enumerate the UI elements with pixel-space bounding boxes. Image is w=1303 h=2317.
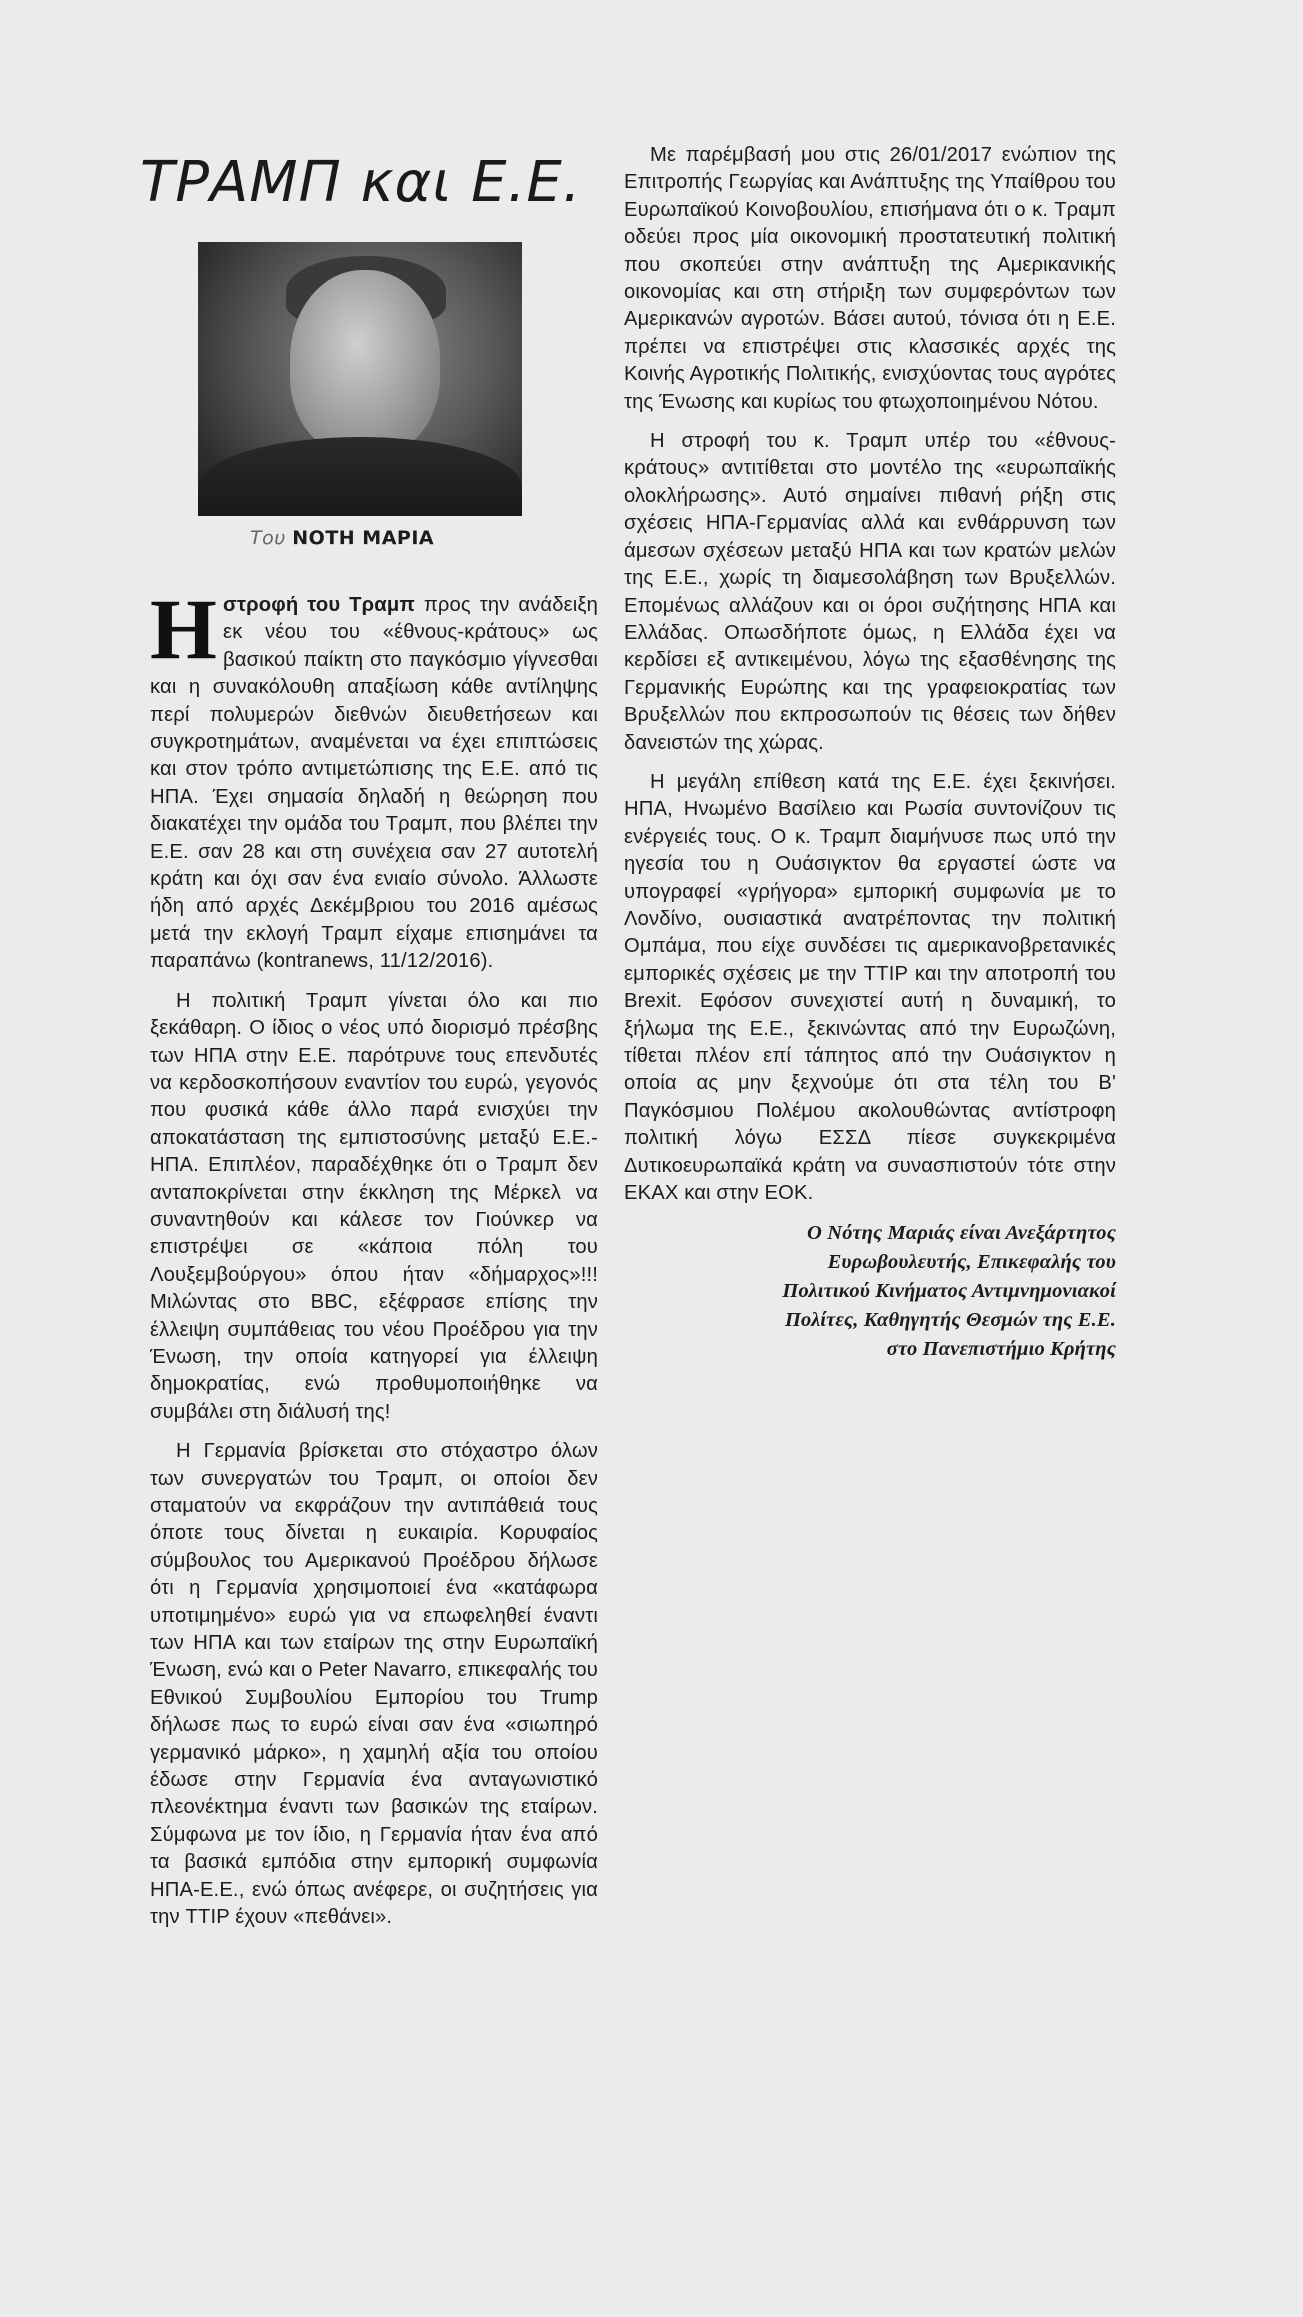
paragraph: Με παρέμβασή μου στις 26/01/2017 ενώπιον της Επιτροπής Γεωργίας και Ανάπτυξης της Υπαίθρου του Ευρωπαϊκού Κοινοβουλίου, επισήμανα ότι ο κ. Τραμπ οδεύει προς μία οικονομική προστατευτική πολιτική που σκοπεύει στην ανάπτυξη της Αμερικανικής οικονομίας και στη στήριξη των συμφερόντων των Αμερικανών αγροτών. Βάσει αυτού, τόνισα ότι η Ε.Ε. πρέπει να επιστρέψει στις κλασσικές αρχές της Κοινής Αγροτικής Πολιτικής, ενισχύοντας τους αγρότες της Ένωσης και κυρίως του φτωχοποιημένου Νότου. <box>624 144 1116 413</box>
paragraph: Η στροφή του κ. Τραμπ υπέρ του «έθνους-κράτους» αντιτίθεται στο μοντέλο της «ευρωπαϊκής ολοκλήρωσης». Αυτό σημαίνει πιθανή ρήξη στις σχέσεις ΗΠΑ-Γερμανίας αλλά και ενθάρρυνση των άμεσων σχέσεων μεταξύ ΗΠΑ και των κρατών μελών της Ε.Ε., χωρίς τη διαμεσολάβηση των Βρυξελλών. Επομένως αλλάζουν και οι όροι συζήτησης ΗΠΑ και Ελλάδας. Οπωσδήποτε όμως, η Ελλάδα έχει να κερδίσει εξ αντικειμένου, λόγω της εξασθένησης της Γερμανικής Ευρώπης και της γραφειοκρατίας των Βρυξελλών που εκπροσωπούν τις θέσεις των δήθεν δανειστών της χώρας. <box>624 430 1116 754</box>
bio-line: Ευρωβουλευτής, Επικεφαλής του <box>827 1251 1116 1274</box>
byline-prefix: Του <box>250 527 286 549</box>
bio-line: Πολίτες, Καθηγητής Θεσμών της Ε.Ε. <box>784 1309 1116 1332</box>
bio-line: Ο Νότης Μαριάς είναι Ανεξάρτητος <box>807 1222 1116 1245</box>
bio-line: Πολιτικού Κινήματος Αντιμνημονιακοί <box>782 1280 1116 1303</box>
lead-in: στροφή του Τραμπ <box>223 594 415 616</box>
drop-cap: Η <box>150 581 218 677</box>
right-column <box>624 142 1116 1364</box>
author-bio <box>624 1219 1116 1364</box>
paragraph: Η πολιτική Τραμπ γίνεται όλο και πιο ξεκάθαρη. Ο ίδιος ο νέος υπό διορισμό πρέσβης των ΗΠΑ στην Ε.Ε. παρότρυνε τους επενδυτές να κερδοσκοπήσουν εναντίον του ευρώ, γεγονός που φυσικά κάθε άλλο παρά ενισχύει την αποκατάσταση της εμπιστοσύνης μεταξύ Ε.Ε.-ΗΠΑ. Επιπλέον, παραδέχθηκε ότι ο Τραμπ δεν ανταποκρίνεται στην έκκληση της Μέρκελ να συναντηθούν και κάλεσε τον Γιούνκερ να επιστρέψει σε «κάποια πόλη του Λουξεμβούργου» όπου ήταν «δήμαρχος»!!! Μιλώντας στο BBC, εξέφρασε επίσης την έλλειψη συμπάθειας του νέου Προέδρου για την Ένωση, την οποία κατηγορεί για έλλειψη δημοκρατίας, ενώ προθυμοποιήθηκε να συμβάλει στη διάλυσή της! <box>150 989 598 1423</box>
byline <box>250 527 434 549</box>
paragraph <box>150 581 598 976</box>
paragraph-text: προς την ανάδειξη εκ νέου του «έθνους-κράτους» ως βασικού παίκτη στο παγκόσμιο γίγνεσθαι και η συνακόλουθη απαξίωση κάθε αντίληψης περί πολυμερών διεθνών διευθετήσεων και συγκροτημάτων, αναμένεται να έχει επιπτώσεις και στον τρόπο αντιμετώπισης της Ε.Ε. από τις ΗΠΑ. Έχει σημασία δηλαδή η θεώρηση που διακατέχει την ομάδα του Τραμπ, που βλέπει την Ε.Ε. σαν 28 και στη συνέχεια σαν 27 αυτοτελή κράτη και όχι σαν ένα ενιαίο σύνολο. Άλλωστε ήδη από αρχές Δεκέμβριου του 2016 αμέσως μετά την εκλογή Τραμπ είχαμε επισημάνει τα παραπάνω (kontranews, 11/12/2016). <box>150 594 598 973</box>
article-title: ΤΡΑΜΠ και Ε.Ε. <box>140 150 582 215</box>
byline-name: ΝΟΤΗ ΜΑΡΙΑ <box>292 527 435 549</box>
paragraph: Η μεγάλη επίθεση κατά της Ε.Ε. έχει ξεκινήσει. ΗΠΑ, Ηνωμένο Βασίλειο και Ρωσία συντονίζουν τις ενέργειές τους. Ο κ. Τραμπ διαμήνυσε πως υπό την ηγεσία του η Ουάσιγκτον θα εργαστεί ώστε να υπογραφεί «γρήγορα» εμπορική συμφωνία με το Λονδίνο, ουσιαστικά ανατρέποντας την πολιτική Ομπάμα, που είχε συνδέσει τις αμερικανοβρετανικές εμπορικές σχέσεις με την TTIP και την αποτροπή του Brexit. Εφόσον συνεχιστεί αυτή η δυναμική, το ξήλωμα της Ε.Ε., ξεκινώντας από την Ευρωζώνη, τίθεται πλέον επί τάπητος από την Ουάσιγκτον η οποία ας μην ξεχνούμε ότι στα τέλη του Β' Παγκόσμιου Πολέμου ακολουθώντας αντίστροφη πολιτική λόγω ΕΣΣΔ πίεσε συγκεκριμένα Δυτικοευρωπαϊκά κράτη να συνασπιστούν τότε στην ΕΚΑΧ και στην ΕΟΚ. <box>624 770 1116 1205</box>
bio-line: στο Πανεπιστήμιο Κρήτης <box>886 1338 1116 1361</box>
paragraph: Η Γερμανία βρίσκεται στο στόχαστρο όλων των συνεργατών του Τραμπ, οι οποίοι δεν σταματούν να εκφράζουν την αντιπάθειά τους όποτε τους δίνεται η ευκαιρία. Κορυφαίος σύμβουλος του Αμερικανού Προέδρου δήλωσε ότι η Γερμανία χρησιμοποιεί ένα «κατάφωρα υποτιμημένο» ευρώ για να επωφεληθεί έναντι των ΗΠΑ και των εταίρων της στην Ευρωπαϊκή Ένωση, ενώ και ο Peter Navarro, επικεφαλής του Εθνικού Συμβουλίου Εμπορίου του Trump δήλωσε πως το ευρώ είναι σαν ένα «σιωπηρό γερμανικό μάρκο», η χαμηλή αξία του οποίου έδωσε στην Γερμανία ένα ανταγωνιστικό πλεονέκτημα έναντι των βασικών της εταίρων. Σύμφωνα με τον ίδιο, η Γερμανία ήταν ένα από τα βασικά εμπόδια στην εμπορική συμφωνία ΗΠΑ-Ε.Ε., ενώ όπως ανέφερε, οι συζητήσεις για την TTIP έχουν «πεθάνει». <box>150 1440 598 1929</box>
left-column <box>150 581 598 1944</box>
author-photo <box>198 242 522 516</box>
